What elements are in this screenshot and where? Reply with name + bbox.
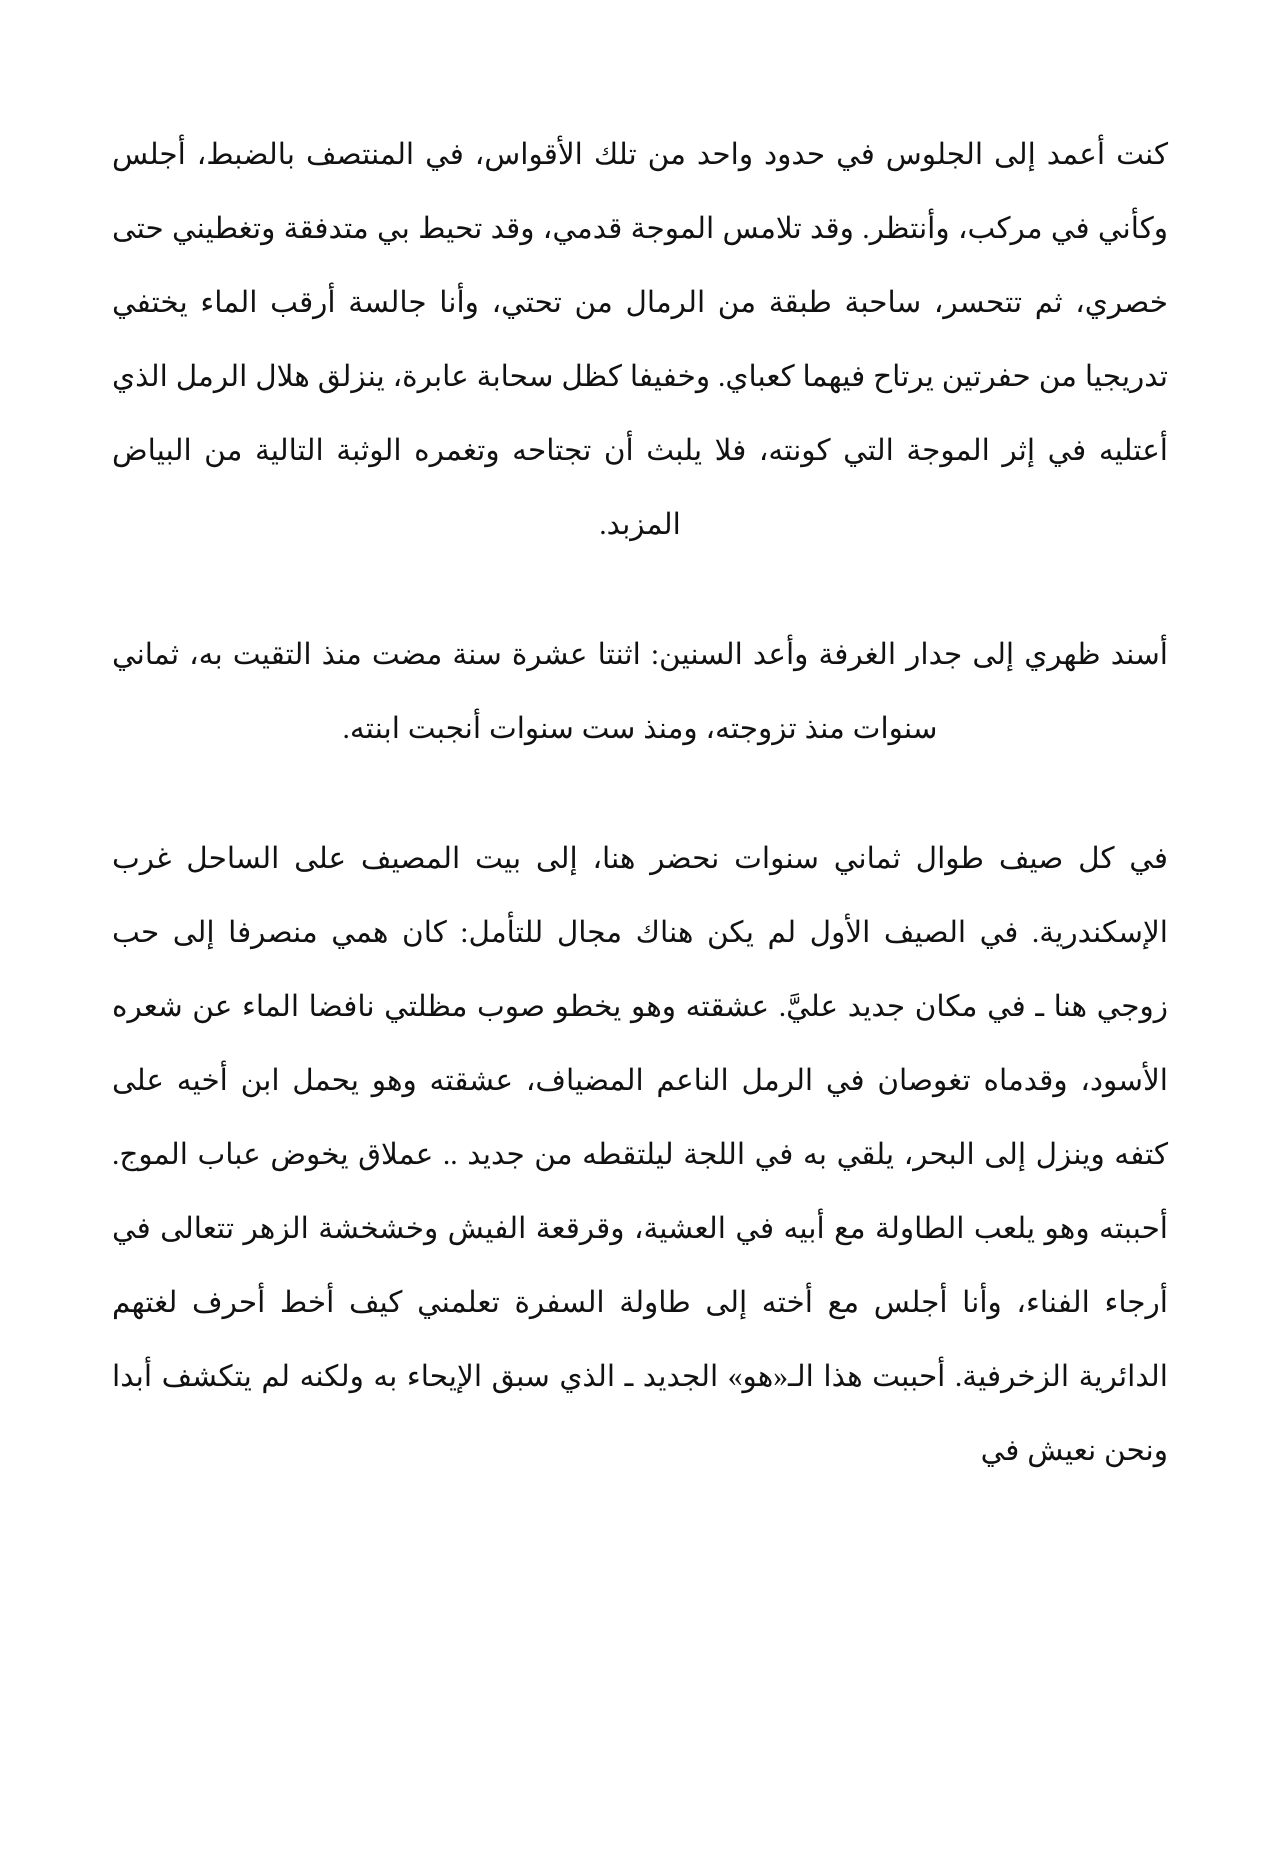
paragraph-1: كنت أعمد إلى الجلوس في حدود واحد من تلك الأقواس، في المنتصف بالضبط، أجلس وكأني في مركب، وأنتظر. وقد تلامس الموجة قدمي، وقد تحيط بي متدفقة وتغطيني حتى خصري، ثم تتحسر، ساحبة طبقة من الرمال من تحتي، وأنا جالسة أرقب الماء يختفي تدريجيا من حفرتين يرتاح فيهما كعباي. وخفيفا كظل سحابة عابرة، ينزلق هلال الرمل الذي أعتليه في إثر الموجة التي كونته، فلا يلبث أن تجتاحه وتغمره الوثبة التالية من البياض المزبد.: [112, 139, 1168, 541]
paragraph-3: في كل صيف طوال ثماني سنوات نحضر هنا، إلى بيت المصيف على الساحل غرب الإسكندرية. في الصيف الأول لم يكن هناك مجال للتأمل: كان همي منصرفا إلى حب زوجي هنا ـ في مكان جديد عليَّ. عشقته وهو يخطو صوب مظلتي نافضا الماء عن شعره الأسود، وقدماه تغوصان في الرمل الناعم المضياف، عشقته وهو يحمل ابن أخيه على كتفه وينزل إلى البحر، يلقي به في اللجة ليلتقطه من جديد .. عملاق يخوض عباب الموج. أحببته وهو يلعب الطاولة مع أبيه في العشية، وقرقعة الفيش وخشخشة الزهر تتعالى في أرجاء الفناء، وأنا أجلس مع أخته إلى طاولة السفرة تعلمني كيف أخط أحرف لغتهم الدائرية الزخرفية. أحببت هذا الـ«هو» الجديد ـ الذي سبق الإيحاء به ولكنه لم يتكشف أبدا ونحن نعيش في: [112, 843, 1168, 1467]
document-text-body: [112, 118, 1168, 1548]
paragraph-2: أسند ظهري إلى جدار الغرفة وأعد السنين: اثنتا عشرة سنة مضت منذ التقيت به، ثماني سنوات منذ تزوجته، ومنذ ست سنوات أنجبت ابنته.: [112, 639, 1168, 745]
page-bottom-spacer: [112, 1488, 1168, 1548]
